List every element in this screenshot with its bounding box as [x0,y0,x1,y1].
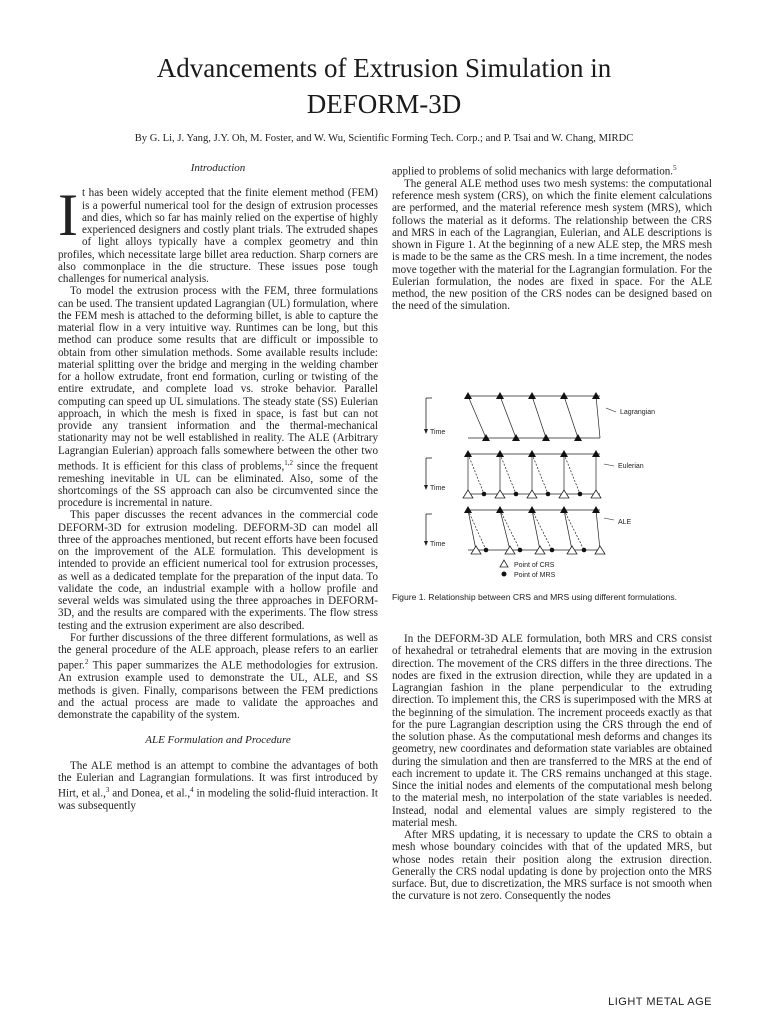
journal-footer: LIGHT METAL AGE [608,996,712,1008]
intro-paragraph-3: This paper discusses the recent advances in the commercial code DEFORM-3D for extrusion modeling. DEFORM-3D can model all three of the approaches mentioned, but recent efforts have been focused on the improvement of the ALE formulation. This development is intended to provide an efficient numerical tool for extrusion processes, as well as a dedicated template for the preparation of the input data. To validate the code, an industrial example with a hollow profile and several welds was simulated using the three approaches in DEFORM-3D, and the results are compared with the experiments. The flow stress testing and the extrusion experiment are also described. [58,509,378,632]
title-line-1: Advancements of Extrusion Simulation in [156,53,612,83]
left-column [58,162,378,812]
section-heading-ale: ALE Formulation and Procedure [145,734,291,747]
right-column-lower [392,633,712,903]
title-line-2: DEFORM-3D [306,89,462,119]
reference-marker: 2 [84,658,89,667]
ale-paragraph-1: The ALE method is an attempt to combine the advantages of both the Eulerian and Lagrangian formulations. It was first introduced by Hirt, et al.,$^3$ and Donea, et al.,$^4$ in modeling the solid-fluid interaction. It was subsequently [58,759,378,813]
ale-paragraph-3: In the DEFORM-3D ALE formulation, both MRS and CRS consist of hexahedral or tetrahedral elements that are moving in the extrusion direction. The movement of the CRS differs in the three directions. The nodes are fixed in the extrusion direction, while they are updated in a Lagrangian fashion in the plane perpendicular to the extruding direction. To implement this, the CRS is superimposed with the MRS at the beginning of the simulation. The increment proceeds exactly as that for the pure Lagrangian description using the CRS through the end of the solution phase. As the computational mesh deforms and changes its geometry, new coordinates and deformation state variables are obtained during the simulation and then are transferred to the MRS at the end of each increment to update it. The CRS remains unchanged at this stage. Since the initial nodes and elements of the computational mesh belong to the material mesh, no interpolation of the state variables is needed. Instead, nodal and elemental values are simply registered to the material mesh. [392,633,712,829]
reference-marker: 1,2 [284,458,293,467]
lagrangian-label: Lagrangian [620,409,656,416]
ale-paragraph-2: The general ALE method uses two mesh systems: the computational reference mesh system (CRS), on which the finite element calculations are performed, and the material reference mesh system (MRS), which follows the material as it deforms. The relationship between the CRS and MRS in each of the Lagrangian, Eulerian, and ALE descriptions is shown in Figure 1. At the beginning of a new ALE step, the MRS mesh is made to be the same as the CRS mesh. In a time increment, the nodes move together with the material for the Lagrangian formulation. For the Eulerian formulation, the nodes are fixed in space. For the ALE method, the new position of the CRS nodes can be designed based on the need of the simulation. [392,177,712,313]
reference-marker: 5 [673,164,677,172]
figure-legend [500,560,556,579]
section-heading-introduction: Introduction [190,162,246,174]
intro-paragraph-4: For further discussions of the three different formulations, as well as the general procedure of the ALE approach, please refers to an earlier paper.$^2$ This paper summarizes the ALE methodologies for extrusion. An extrusion example used to demonstrate the UL, ALE, and SS methods is given. Finally, comparisons between the FEM predictions and the actual process are made to validate the approaches and demonstrate the capability of the system. [58,631,378,722]
ale-paragraph-continued: applied to problems of solid mechanics with large deformation.$^5$ [392,164,677,178]
time-label: Time [430,541,446,548]
ale-panel [424,506,632,554]
reference-marker: 3 [105,786,110,795]
figure-1-caption: Figure 1. Relationship between CRS and MRS using different formulations. [392,592,678,602]
time-label: Time [430,429,446,436]
drop-cap: I [58,182,78,249]
eulerian-label: Eulerian [618,463,644,470]
author-byline: By G. Li, J. Yang, J.Y. Oh, M. Foster, and W. Wu, Scientific Forming Tech. Corp.; and P. Tsai and W. Chang, MIRDC [134,133,634,144]
legend-crs: Point of CRS [514,562,555,569]
paper-title [40,50,728,122]
crs-legend-symbol [500,560,508,567]
right-column [392,162,712,313]
intro-paragraph-2: To model the extrusion process with the FEM, three formulations can be used. The transient updated Lagrangian (UL) formulation, where the FEM mesh is attached to the deforming billet, is able to capture the material flow in a very intuitive way. Runtimes can be long, but this method can produce some results that are difficult or impossible to obtain from other simulation methods. Some available results include: material splitting over the bridge and merging in the welding chamber for a hollow extrudate, front end formation, curling or twisting of the entire extrudate, and complete load vs. stroke behavior. Parallel computing can speed up UL simulations. The steady state (SS) Eulerian approach, in which the mesh is fixed in space, is fast but can not provide any transient information and the thermal-mechanical stationarity may not be well established in reality. The ALE (Arbitrary Lagrangian Eulerian) approach falls somewhere between the other two methods. It is efficient for this class of problems,$^{1,2}$ since the frequent remeshing inevitable in UL can be eliminated. Also, some of the shortcomings of the SS approach can also be circumvented since the procedure is incremental in nature. [58,285,378,510]
reference-marker: 4 [190,786,194,795]
legend-mrs: Point of MRS [514,572,556,579]
time-label: Time [430,485,446,492]
ale-paragraph-4: After MRS updating, it is necessary to update the CRS to obtain a mesh whose boundary coincides with that of the updated MRS, but whose nodes retain their position along the extrusion direction. Generally the CRS nodal updating is done by projection onto the MRS surface. But, due to discretization, the MRS surface is not smooth when the curvature is not zero. Consequently the nodes [392,829,712,903]
ale-label: ALE [618,519,632,526]
intro-paragraph-1: It has been widely accepted that the finite element method (FEM) is a powerful numerical tool for the design of extrusion processes and dies, which so far has mainly relied on the expertise of highly experienced designers and costly plant trials. The extruded shapes of light alloys typically have a complex geometry and thin profiles, which necessitate large billet area reduction. Sharp corners are also commonplace in the die structure. These issues pose tough challenges for numerical analysis. [58,182,378,285]
figure-1-diagram [420,384,712,594]
mrs-legend-symbol [502,572,507,577]
eulerian-panel [424,450,644,498]
lagrangian-panel [424,392,655,441]
